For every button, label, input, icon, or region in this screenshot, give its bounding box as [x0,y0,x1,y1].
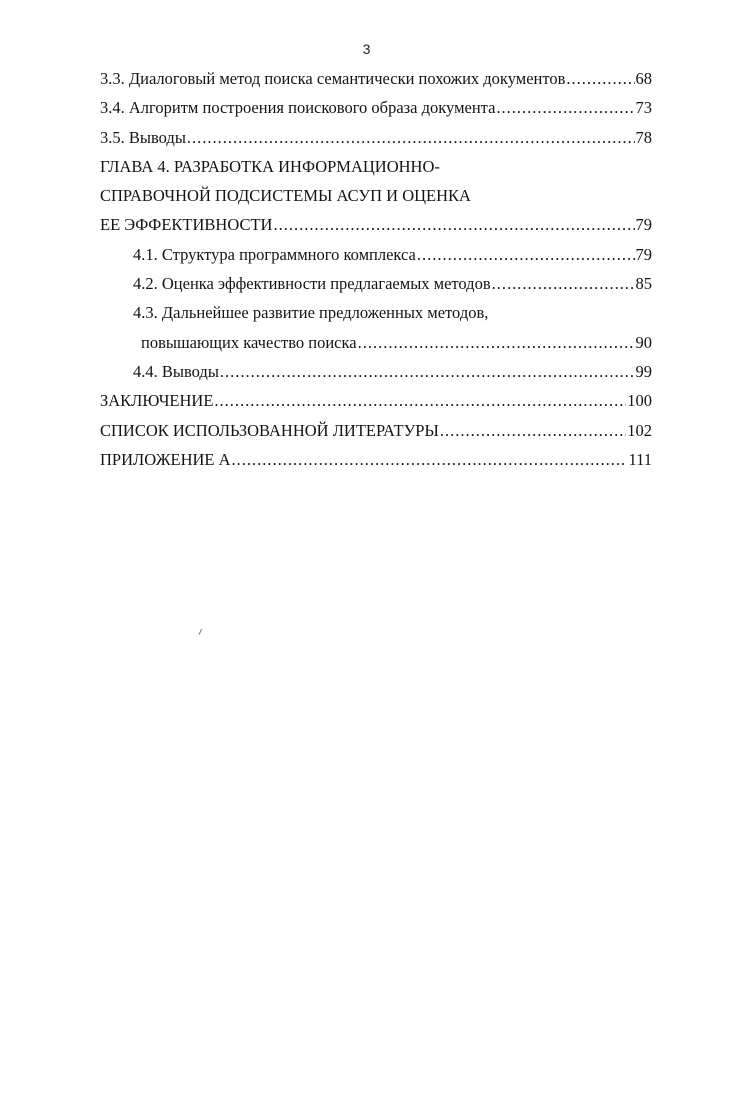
toc-entry-page: 68 [635,69,652,88]
page-number: 3 [362,41,371,57]
table-of-contents [100,64,652,474]
toc-entry-label: ПРИЛОЖЕНИЕ А [100,449,231,469]
toc-entry-page: 111 [628,449,652,469]
toc-leader-dots [440,416,626,445]
toc-chapter-4-line-3 [100,210,652,239]
toc-entry-4-3-line-1 [100,298,652,327]
toc-entry-label: 3.3. Диалоговый метод поиска семантически похожих документов [100,69,566,88]
toc-leader-dots [220,357,635,386]
toc-leader-dots [492,269,635,298]
toc-entry-appendix-a [100,445,652,474]
toc-leader-dots [273,210,634,239]
toc-entry-page: 79 [635,244,652,264]
toc-entry-label: 4.1. Структура программного комплекса [133,244,416,264]
toc-entry-label: 3.5. Выводы [100,127,186,147]
toc-entry-label: ЗАКЛЮЧЕНИЕ [100,391,214,411]
toc-leader-dots [496,93,634,122]
toc-leader-dots [566,64,634,93]
toc-entry-label: 4.3. Дальнейшее развитие предложенных методов, [133,303,489,323]
toc-entry-page: 85 [635,274,652,294]
toc-entry-page: 100 [627,391,652,411]
toc-entry-page: 73 [635,98,652,118]
toc-entry-label: СПИСОК ИСПОЛЬЗОВАННОЙ ЛИТЕРАТУРЫ [100,420,439,440]
scan-artifact-mark [195,627,202,635]
toc-entry-page: 78 [635,127,652,147]
toc-entry-3-5 [100,123,652,152]
toc-entry-label: повышающих качество поиска [141,332,357,352]
toc-leader-dots [358,328,635,357]
toc-chapter-4-line-2 [100,181,652,210]
toc-entry-label: 4.4. Выводы [133,361,219,381]
toc-entry-label: ГЛАВА 4. РАЗРАБОТКА ИНФОРМАЦИОННО- [100,156,440,176]
toc-entry-4-2 [100,269,652,298]
toc-entry-3-4 [100,93,652,122]
toc-entry-label: ЕЕ ЭФФЕКТИВНОСТИ [100,215,273,235]
toc-entry-label: 3.4. Алгоритм построения поискового образа документа [100,98,496,118]
toc-entry-page: 99 [635,361,652,381]
toc-entry-4-4 [100,357,652,386]
toc-chapter-4-line-1 [100,152,652,181]
toc-entry-conclusion [100,386,652,415]
toc-entry-label: СПРАВОЧНОЙ ПОДСИСТЕМЫ АСУП И ОЦЕНКА [100,186,471,206]
toc-leader-dots [187,123,635,152]
toc-entry-page: 90 [635,332,652,352]
toc-entry-label: 4.2. Оценка эффективности предлагаемых методов [133,274,491,294]
toc-leader-dots [232,445,628,474]
toc-entry-references [100,416,652,445]
toc-entry-page: 79 [635,215,652,235]
toc-leader-dots [417,240,635,269]
toc-entry-3-3 [100,64,652,93]
toc-leader-dots [214,386,626,415]
toc-entry-page: 102 [627,420,652,440]
toc-entry-4-1 [100,240,652,269]
toc-entry-4-3-line-2 [100,328,652,357]
